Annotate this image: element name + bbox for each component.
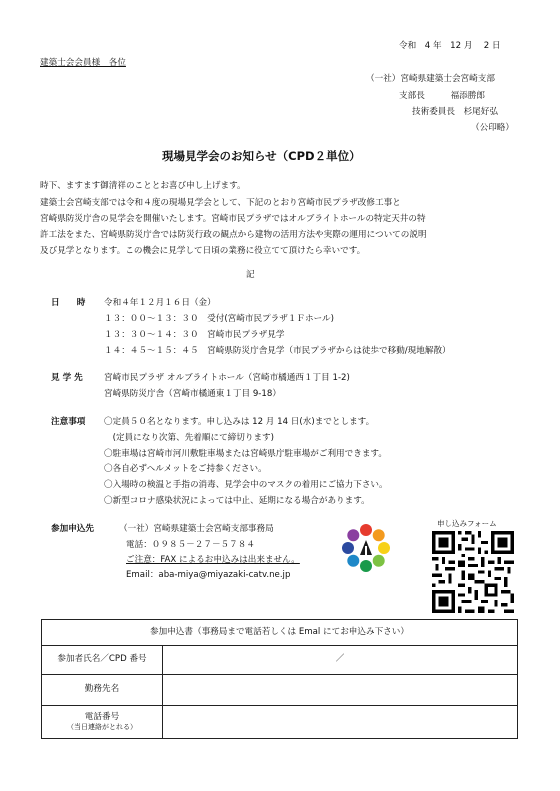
contact-email[interactable]: Email：aba-miya@miyazaki-catv.ne.jp bbox=[126, 570, 291, 580]
venue-line: 宮崎市民プラザ オルブライトホール（宮崎市橘通西１丁目 1-2) bbox=[104, 373, 350, 383]
phone-field[interactable] bbox=[163, 706, 518, 739]
intro-line: 宮崎県防災庁舎の見学会を開催いたします。宮崎市民プラザではオルブライトホールの特定天井の特 bbox=[40, 214, 426, 224]
fax-warning: ご注意：FAX によるお申込みは出来ません。 bbox=[126, 555, 300, 565]
contact-tel: 電話：０９８５－２７－５７８４ bbox=[126, 540, 255, 550]
venue-label: 見 学 先 bbox=[51, 373, 83, 383]
workplace-field[interactable] bbox=[163, 675, 518, 706]
page-title: 現場見学会のお知らせ（CPD２単位） bbox=[162, 149, 361, 163]
intro-line: 許工法をまた、宮崎県防災庁舎では防災行政の観点から建物の活用方法や実際の運用についての説明 bbox=[40, 230, 427, 240]
workplace-label: 勤務先名 bbox=[42, 675, 163, 706]
letter-date: 令和 4 年 12 月 2 日 bbox=[399, 41, 501, 51]
intro-line: 時下、ますます御清祥のこととお喜び申し上げます。 bbox=[40, 181, 246, 191]
phone-label: 電話番号 bbox=[84, 712, 120, 723]
event-date: 令和４年１２月１６日（金） bbox=[104, 298, 216, 308]
contact-label: 参加申込先 bbox=[51, 524, 94, 534]
contact-org: （一社）宮崎県建築士会宮崎支部事務局 bbox=[119, 524, 274, 534]
note-line: 〇入場時の検温と手指の消毒、見学会中のマスクの着用にご協力下さい。 bbox=[104, 480, 388, 490]
datetime-label: 日 時 bbox=[51, 298, 86, 308]
note-line: 〇新型コロナ感染状況によっては中止、延期になる場合があります。 bbox=[104, 496, 370, 506]
intro-line: 及び見学となります。この機会に見学して日頃の業務に役立てて頂けたら幸いです。 bbox=[40, 246, 366, 256]
phone-sub-label: （当日連絡がとれる） bbox=[67, 722, 137, 731]
participant-name-field[interactable]: ／ bbox=[163, 646, 518, 675]
ki-heading: 記 bbox=[246, 270, 255, 280]
schedule-item: １４：４５～１５：４５ 宮崎県防災庁舎見学（市民プラザからは徒歩で移動/現地解散） bbox=[104, 346, 451, 356]
form-header: 参加申込書（事務局まで電話若しくは Emal にてお申込み下さい） bbox=[42, 620, 518, 646]
note-line: 〇各自必ずヘルメットをご持参ください。 bbox=[104, 464, 267, 474]
qr-label: 申し込みフォーム bbox=[437, 519, 497, 528]
table-row bbox=[42, 675, 518, 706]
architects-association-logo bbox=[340, 522, 392, 574]
application-form-qr-code[interactable] bbox=[432, 531, 514, 613]
participant-name-label: 参加者氏名／CPD 番号 bbox=[42, 646, 163, 675]
note-line: 〇駐車場は宮崎市河川敷駐車場または宮崎県庁駐車場がご利用できます。 bbox=[104, 449, 387, 459]
phone-label-cell bbox=[42, 706, 163, 739]
addressee: 建築士会会員様 各位 bbox=[40, 58, 126, 68]
schedule-item: １３：００～１３：３０ 受付(宮崎市民プラザ１Ｆホール) bbox=[104, 314, 334, 324]
sender-chief: 支部長 福添勝郎 bbox=[399, 91, 485, 101]
table-row bbox=[42, 706, 518, 739]
note-line: (定員になり次第、先着順にて締切ります) bbox=[104, 433, 274, 443]
application-form-table bbox=[41, 619, 518, 739]
table-row bbox=[42, 646, 518, 675]
seal-omitted-note: （公印略） bbox=[471, 123, 514, 133]
schedule-item: １３：３０～１４：３０ 宮崎市民プラザ見学 bbox=[104, 330, 285, 340]
sender-committee-chair: 技術委員長 杉尾好弘 bbox=[412, 107, 498, 117]
sender-org: （一社）宮崎県建築士会宮崎支部 bbox=[366, 74, 495, 84]
note-line: 〇定員５０名となります。申し込みは 12 月 14 日(水)までとします。 bbox=[104, 417, 375, 427]
venue-line: 宮崎県防災庁舎（宮崎市橘通東１丁目 9-18） bbox=[104, 389, 281, 399]
intro-line: 建築士会宮崎支部では令和４度の現場見学会として、下記のとおり宮崎市民プラザ改修工事と bbox=[40, 198, 401, 208]
notes-label: 注意事項 bbox=[51, 417, 86, 427]
